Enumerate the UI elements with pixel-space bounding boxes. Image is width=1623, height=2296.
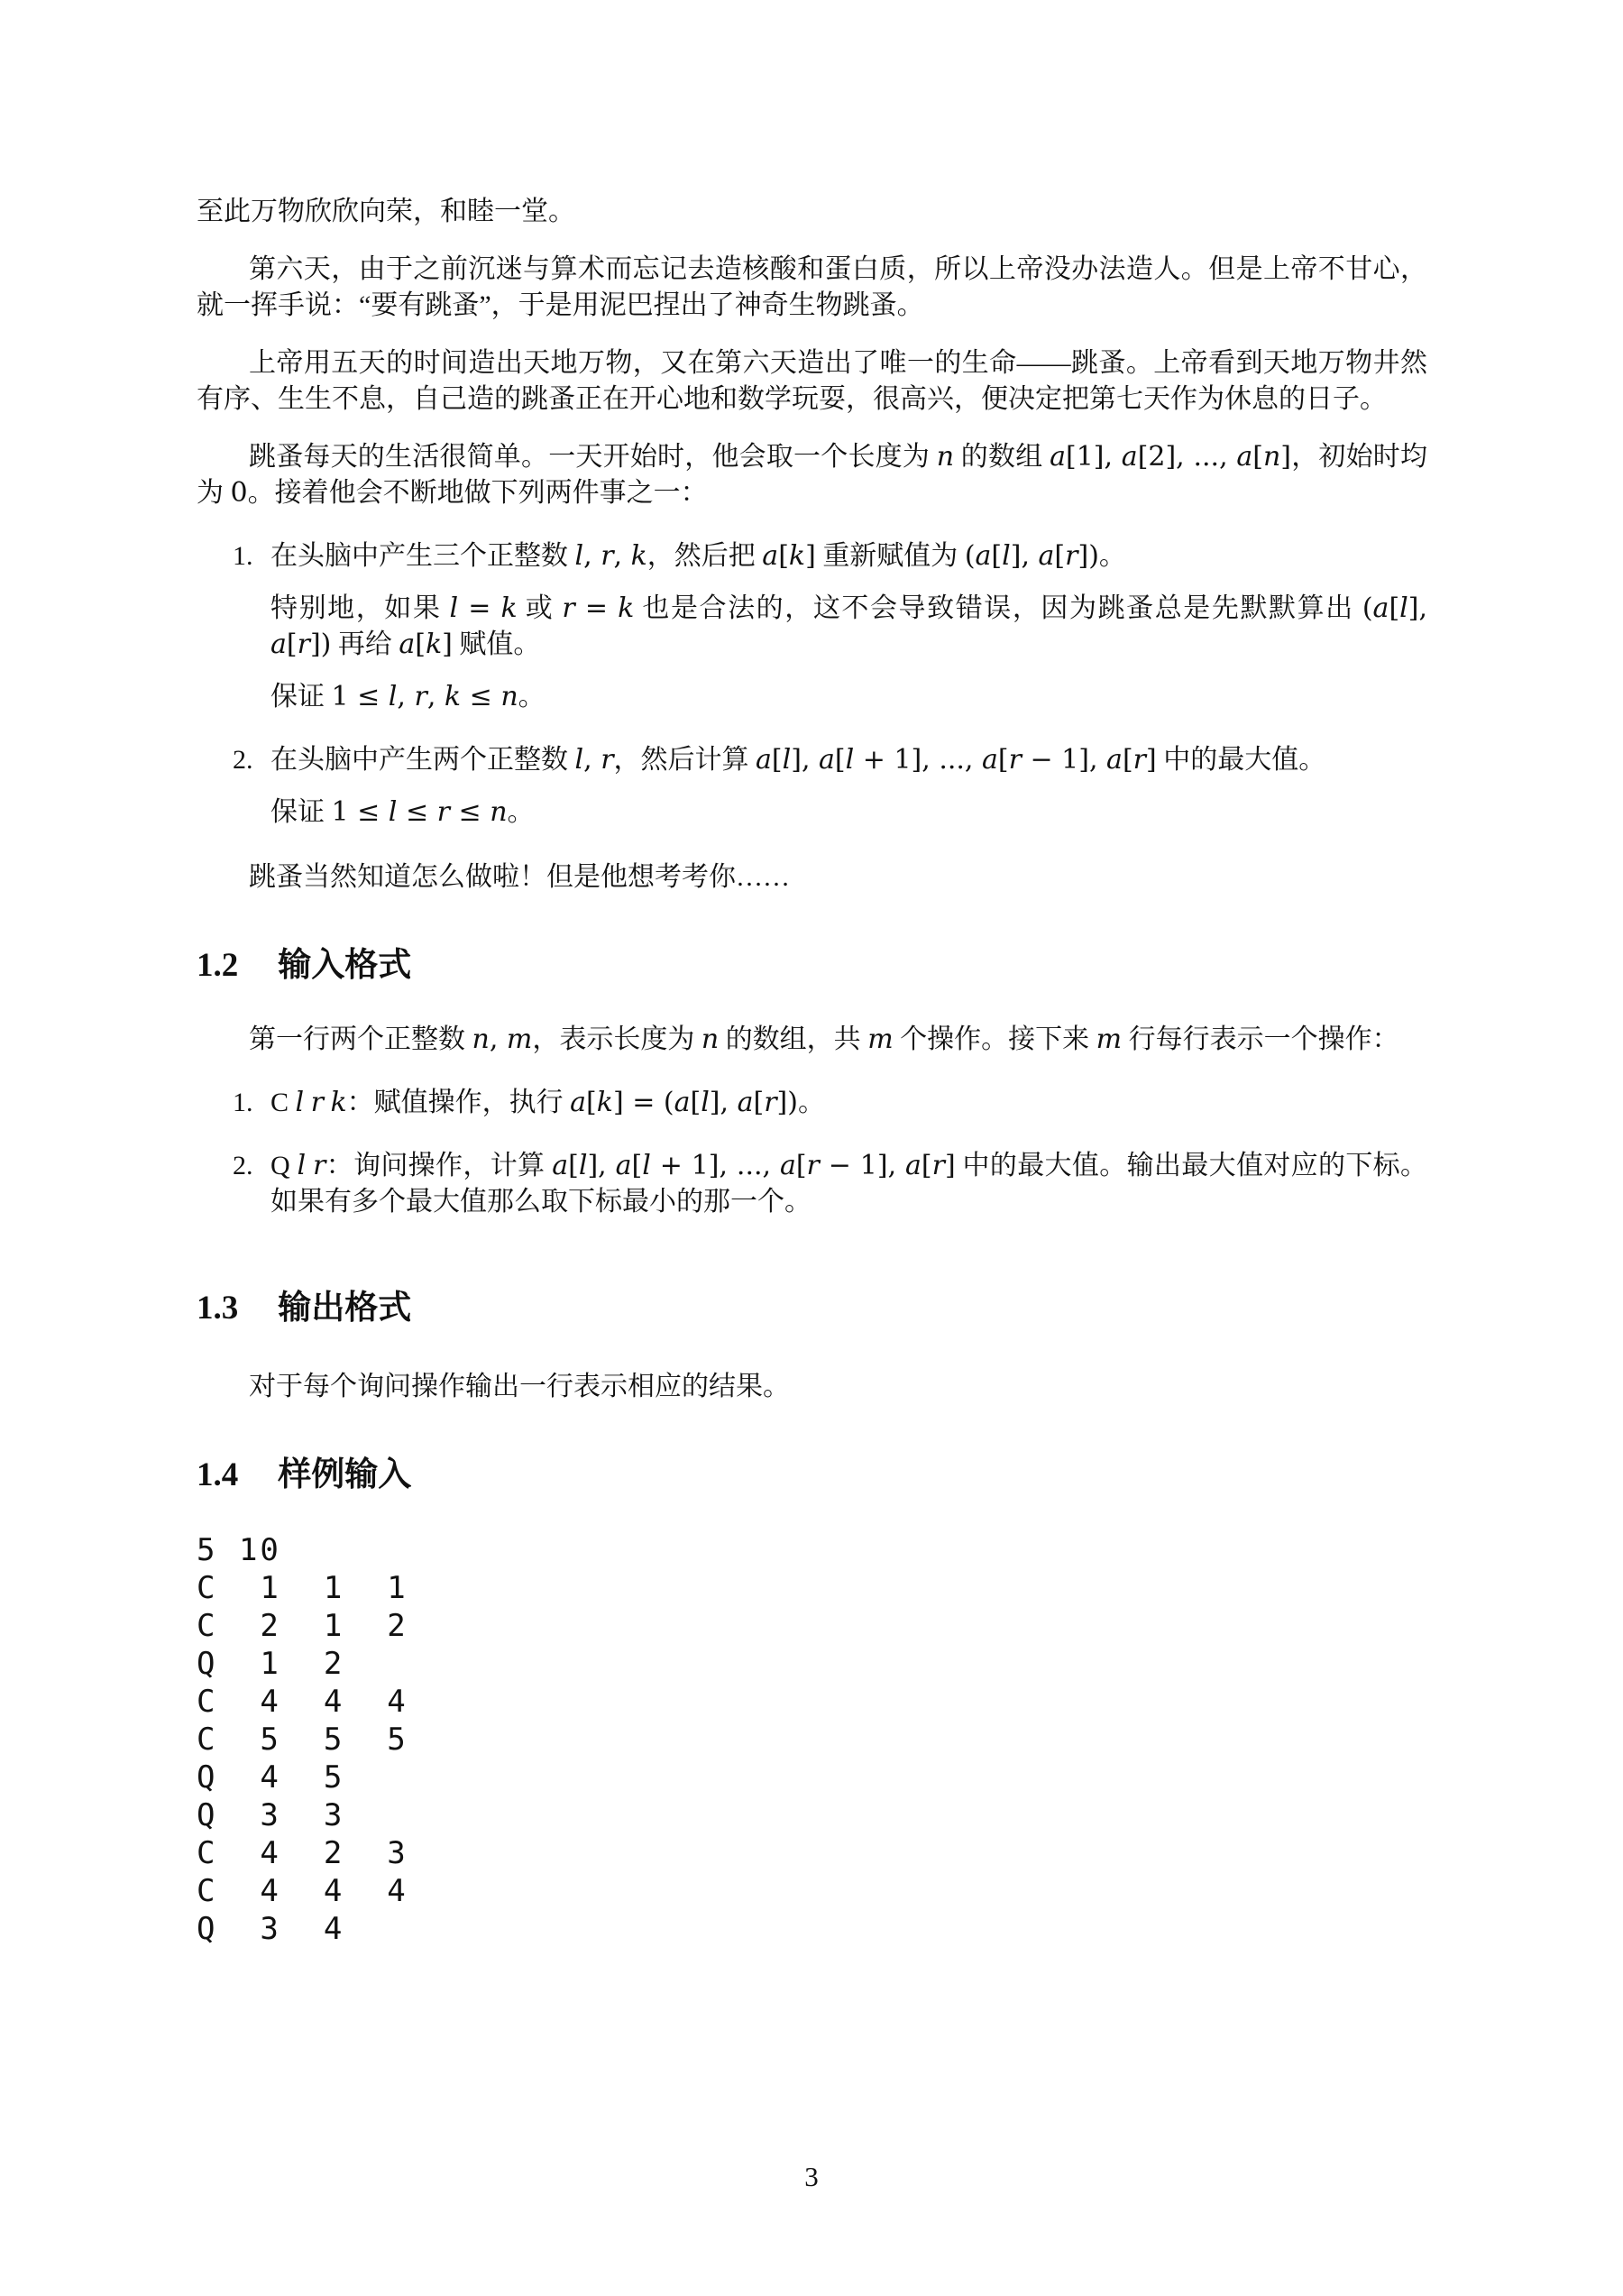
section-number: 1.4	[197, 1456, 239, 1493]
sample-input-line: Q 3 4	[197, 1911, 345, 1947]
inline-math: a[l], a[l + 1], ..., a[r − 1], a[r]	[552, 1150, 956, 1181]
behavior-list-item-2	[197, 742, 1427, 831]
operations-list	[197, 1085, 1427, 1220]
section-number: 1.2	[197, 947, 239, 984]
inline-math: r	[310, 1087, 324, 1118]
list-item-number: 2.	[233, 745, 253, 775]
section-number: 1.3	[197, 1290, 239, 1327]
page-content	[197, 194, 1427, 1948]
behavior-item-2-text: 在头脑中产生两个正整数 l, r，然后计算 a[l], a[l + 1], ..., a[r − 1], a[r] 中的最大值。	[270, 744, 1326, 776]
behavior-item-1-text: 在头脑中产生三个正整数 l, r, k，然后把 a[k] 重新赋值为 (a[l], a[r])。	[270, 540, 1126, 572]
operation-q-text: Q l r：询问操作，计算 a[l], a[l + 1], ..., a[r − 1], a[r] 中的最大值。输出最大值对应的下标。如果有多个最大值那么取下标最小的那一个。	[270, 1150, 1428, 1217]
list-item-number: 1.	[233, 1088, 253, 1117]
sample-input-line: C 1 1 1	[197, 1570, 408, 1606]
list-item-number: 1.	[233, 541, 253, 571]
section-heading-input-format	[197, 945, 1427, 986]
paragraph-input-intro: 第一行两个正整数 n, m，表示长度为 n 的数组，共 m 个操作。接下来 m 行每行表示一个操作：	[249, 1024, 1399, 1055]
inline-math: l	[295, 1087, 305, 1118]
inline-math: 1 ≤ l, r, k ≤ n	[331, 681, 518, 712]
inline-math: n, m	[472, 1024, 533, 1055]
sample-input-line: C 4 4 4	[197, 1684, 408, 1720]
inline-math: r	[312, 1150, 326, 1181]
inline-math: l = k	[449, 592, 518, 624]
sample-input-line: Q 4 5	[197, 1759, 345, 1795]
paragraph-flea-life: 跳蚤每天的生活很简单。一天开始时，他会取一个长度为 n 的数组 a[1], a[2], ..., a[n]，初始时均为 0。接着他会不断地做下列两件事之一：	[197, 441, 1428, 509]
inline-math: 1 ≤ l ≤ r ≤ n	[331, 796, 508, 828]
operation-c-text: C l r k：赋值操作，执行 a[k] = (a[l], a[r])。	[270, 1087, 825, 1118]
paragraph-creation: 上帝用五天的时间造出天地万物，又在第六天造出了唯一的生命——跳蚤。上帝看到天地万物井然有序、生生不息，自己造的跳蚤正在开心地和数学玩耍，很高兴，便决定把第七天作为休息的日子。	[197, 348, 1427, 414]
sample-input-line: 5 10	[197, 1532, 281, 1568]
list-item-body	[270, 538, 1427, 715]
inline-math: k	[330, 1087, 347, 1118]
section-heading-output-format	[197, 1288, 1427, 1328]
page-number: 3	[804, 2161, 819, 2192]
section-title: 样例输入	[278, 1456, 412, 1493]
inline-math: r = k	[562, 592, 635, 624]
paragraph-day6: 第六天，由于之前沉迷与算术而忘记去造核酸和蛋白质，所以上帝没办法造人。但是上帝不甘心，就一挥手说：“要有跳蚤”，于是用泥巴捏出了神奇生物跳蚤。	[197, 254, 1427, 320]
sample-input-line: C 4 4 4	[197, 1873, 408, 1909]
inline-math: m	[867, 1024, 894, 1055]
inline-math: n	[936, 441, 955, 473]
inline-math: n	[701, 1024, 720, 1055]
paragraph-continuation: 至此万物欣欣向荣，和睦一堂。	[197, 197, 575, 226]
behavior-list-item-1	[197, 538, 1427, 715]
section-heading-sample-input	[197, 1455, 1427, 1495]
inline-math: a[l], a[l + 1], ..., a[r − 1], a[r]	[756, 744, 1157, 776]
inline-math: a[1], a[2], ..., a[n]	[1050, 441, 1291, 473]
list-item-body	[270, 742, 1427, 831]
inline-math: a[k] = (a[l], a[r])	[570, 1087, 798, 1118]
inline-math: l, r, k	[574, 540, 647, 572]
operations-list-item-1	[197, 1085, 1427, 1121]
sample-input-line: Q 1 2	[197, 1646, 345, 1682]
operations-list-item-2	[197, 1148, 1427, 1220]
inline-math: (a[l], a[r])	[964, 540, 1099, 572]
sample-input-line: C 5 5 5	[197, 1722, 408, 1758]
inline-math: (a[l], a[r])	[270, 592, 1428, 660]
list-item-number: 2.	[233, 1151, 253, 1180]
list-item-body	[270, 1148, 1427, 1220]
inline-math: m	[1096, 1024, 1123, 1055]
inline-math: a[k]	[399, 629, 453, 660]
behavior-list	[197, 538, 1427, 831]
sample-input-line: C 4 2 3	[197, 1835, 408, 1871]
sample-input-line: C 2 1 2	[197, 1608, 408, 1644]
sample-input-line: Q 3 3	[197, 1797, 345, 1833]
list-item-body	[270, 1085, 1427, 1121]
paragraph-output-body: 对于每个询问操作输出一行表示相应的结果。	[249, 1372, 790, 1401]
behavior-item-2-guarantee: 保证 1 ≤ l ≤ r ≤ n。	[270, 796, 535, 828]
behavior-item-1-note: 特别地，如果 l = k 或 r = k 也是合法的，这不会导致错误，因为跳蚤总是先默默算出 (a[l], a[r]) 再给 a[k] 赋值。	[270, 592, 1428, 660]
inline-math: a[k]	[762, 540, 816, 572]
sample-input-block	[197, 1531, 1427, 1948]
section-title: 输入格式	[278, 947, 412, 984]
inline-math: 0	[230, 477, 248, 509]
paragraph-challenge: 跳蚤当然知道怎么做啦！但是他想考考你……	[249, 862, 790, 892]
section-title: 输出格式	[278, 1290, 412, 1327]
inline-math: l, r	[574, 744, 614, 776]
inline-math: l	[297, 1150, 307, 1181]
behavior-item-1-guarantee: 保证 1 ≤ l, r, k ≤ n。	[270, 681, 546, 712]
